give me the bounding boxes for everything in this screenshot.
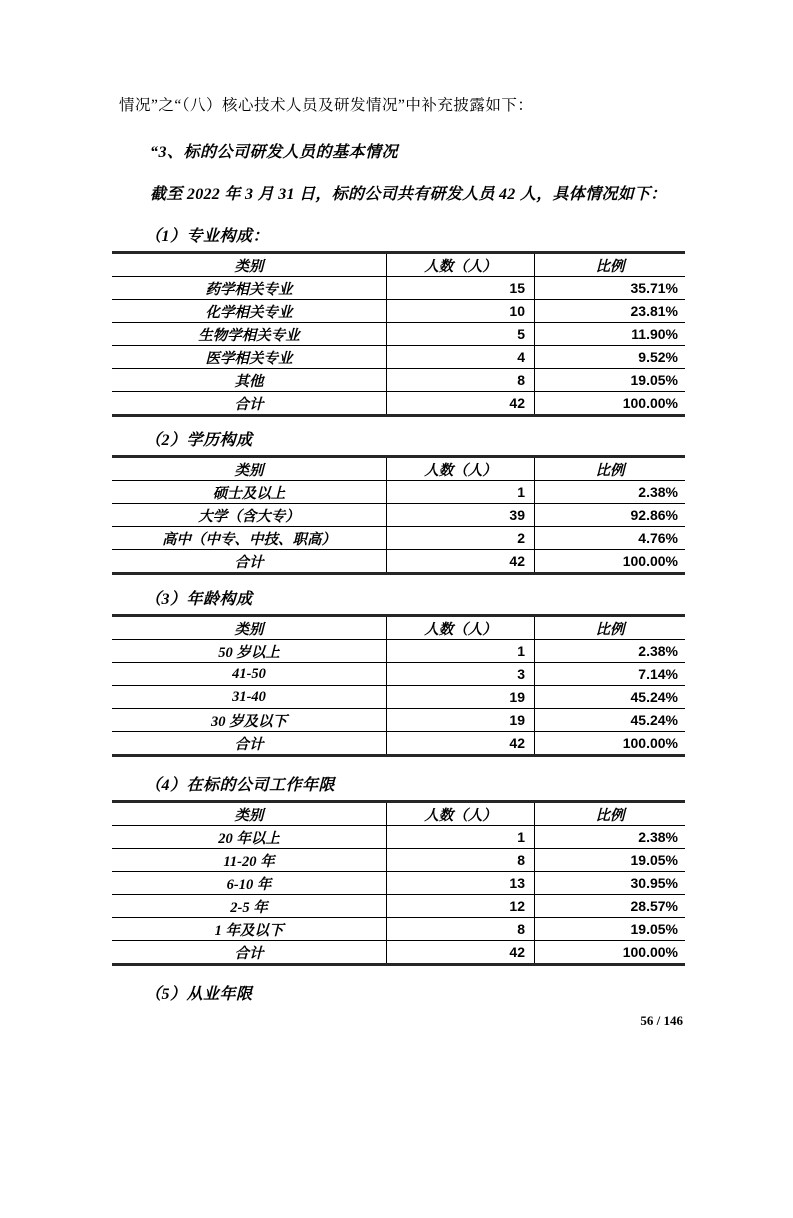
table-title: （4）在标的公司工作年限 xyxy=(145,777,336,794)
category-cell: 11-20 年 xyxy=(112,849,387,872)
page-number: 56 / 146 xyxy=(640,1013,683,1028)
category-cell: 其他 xyxy=(112,369,387,392)
count-cell: 13 xyxy=(387,872,535,895)
table-title: （1）专业构成： xyxy=(145,228,270,245)
table-section xyxy=(0,226,793,417)
category-cell: 2-5 年 xyxy=(112,895,387,918)
count-cell: 5 xyxy=(387,323,535,346)
count-cell: 10 xyxy=(387,300,535,323)
data-table xyxy=(112,800,685,966)
table-row xyxy=(112,663,685,686)
count-cell: 42 xyxy=(387,732,535,756)
table-title: （3）年龄构成 xyxy=(145,591,253,608)
column-header: 类别 xyxy=(112,457,387,481)
category-cell: 50 岁以上 xyxy=(112,640,387,663)
ratio-cell: 9.52% xyxy=(535,346,686,369)
category-cell: 1 年及以下 xyxy=(112,918,387,941)
table-header-row xyxy=(112,253,685,277)
count-cell: 1 xyxy=(387,826,535,849)
table-title: （2）学历构成 xyxy=(145,432,253,449)
data-table xyxy=(112,251,685,417)
table-header-row xyxy=(112,457,685,481)
column-header: 类别 xyxy=(112,616,387,640)
category-cell: 合计 xyxy=(112,392,387,416)
category-cell: 医学相关专业 xyxy=(112,346,387,369)
category-cell: 合计 xyxy=(112,941,387,965)
count-cell: 15 xyxy=(387,277,535,300)
table-row xyxy=(112,918,685,941)
table-row xyxy=(112,369,685,392)
ratio-cell: 11.90% xyxy=(535,323,686,346)
table-row xyxy=(112,481,685,504)
section-heading: “3、标的公司研发人员的基本情况 xyxy=(150,144,399,161)
ratio-cell: 4.76% xyxy=(535,527,686,550)
ratio-cell: 19.05% xyxy=(535,918,686,941)
category-cell: 6-10 年 xyxy=(112,872,387,895)
column-header: 人数（人） xyxy=(387,457,535,481)
ratio-cell: 19.05% xyxy=(535,849,686,872)
count-cell: 8 xyxy=(387,849,535,872)
column-header: 人数（人） xyxy=(387,616,535,640)
count-cell: 3 xyxy=(387,663,535,686)
ratio-cell: 100.00% xyxy=(535,392,686,416)
column-header: 比例 xyxy=(535,457,686,481)
table-row xyxy=(112,732,685,756)
ratio-cell: 19.05% xyxy=(535,369,686,392)
ratio-cell: 7.14% xyxy=(535,663,686,686)
category-cell: 化学相关专业 xyxy=(112,300,387,323)
column-header: 人数（人） xyxy=(387,253,535,277)
tables-container xyxy=(0,226,793,1005)
category-cell: 合计 xyxy=(112,550,387,574)
table-section xyxy=(0,589,793,757)
ratio-cell: 45.24% xyxy=(535,709,686,732)
ratio-cell: 100.00% xyxy=(535,550,686,574)
category-cell: 合计 xyxy=(112,732,387,756)
category-cell: 硕士及以上 xyxy=(112,481,387,504)
table-row xyxy=(112,527,685,550)
document-page xyxy=(0,96,793,1218)
table-title: （5）从业年限 xyxy=(145,986,253,1003)
column-header: 类别 xyxy=(112,802,387,826)
category-cell: 高中（中专、中技、职高） xyxy=(112,527,387,550)
ratio-cell: 30.95% xyxy=(535,872,686,895)
data-table xyxy=(112,614,685,757)
table-row xyxy=(112,392,685,416)
table-row xyxy=(112,277,685,300)
count-cell: 8 xyxy=(387,369,535,392)
category-cell: 41-50 xyxy=(112,663,387,686)
column-header: 人数（人） xyxy=(387,802,535,826)
table-row xyxy=(112,686,685,709)
table-section xyxy=(0,984,793,1005)
ratio-cell: 23.81% xyxy=(535,300,686,323)
ratio-cell: 2.38% xyxy=(535,640,686,663)
column-header: 比例 xyxy=(535,802,686,826)
count-cell: 1 xyxy=(387,640,535,663)
column-header: 比例 xyxy=(535,616,686,640)
table-row xyxy=(112,323,685,346)
summary-paragraph: 截至 2022 年 3 月 31 日，标的公司共有研发人员 42 人，具体情况如下： xyxy=(150,186,667,203)
count-cell: 39 xyxy=(387,504,535,527)
ratio-cell: 28.57% xyxy=(535,895,686,918)
ratio-cell: 2.38% xyxy=(535,826,686,849)
ratio-cell: 100.00% xyxy=(535,732,686,756)
table-row xyxy=(112,504,685,527)
count-cell: 12 xyxy=(387,895,535,918)
category-cell: 生物学相关专业 xyxy=(112,323,387,346)
table-row xyxy=(112,895,685,918)
ratio-cell: 100.00% xyxy=(535,941,686,965)
category-cell: 大学（含大专） xyxy=(112,504,387,527)
category-cell: 30 岁及以下 xyxy=(112,709,387,732)
category-cell: 20 年以上 xyxy=(112,826,387,849)
table-row xyxy=(112,872,685,895)
intro-context-line: 情况”之“（八）核心技术人员及研发情况”中补充披露如下： xyxy=(119,97,534,114)
count-cell: 8 xyxy=(387,918,535,941)
count-cell: 19 xyxy=(387,709,535,732)
column-header: 比例 xyxy=(535,253,686,277)
table-header-row xyxy=(112,616,685,640)
count-cell: 42 xyxy=(387,392,535,416)
table-row xyxy=(112,640,685,663)
ratio-cell: 2.38% xyxy=(535,481,686,504)
table-section xyxy=(0,775,793,966)
category-cell: 药学相关专业 xyxy=(112,277,387,300)
table-row xyxy=(112,826,685,849)
category-cell: 31-40 xyxy=(112,686,387,709)
table-row xyxy=(112,300,685,323)
table-row xyxy=(112,550,685,574)
count-cell: 2 xyxy=(387,527,535,550)
column-header: 类别 xyxy=(112,253,387,277)
table-row xyxy=(112,346,685,369)
table-row xyxy=(112,849,685,872)
ratio-cell: 35.71% xyxy=(535,277,686,300)
ratio-cell: 45.24% xyxy=(535,686,686,709)
count-cell: 4 xyxy=(387,346,535,369)
table-section xyxy=(0,430,793,575)
count-cell: 19 xyxy=(387,686,535,709)
count-cell: 42 xyxy=(387,550,535,574)
ratio-cell: 92.86% xyxy=(535,504,686,527)
table-row xyxy=(112,709,685,732)
count-cell: 42 xyxy=(387,941,535,965)
data-table xyxy=(112,455,685,575)
count-cell: 1 xyxy=(387,481,535,504)
table-header-row xyxy=(112,802,685,826)
table-row xyxy=(112,941,685,965)
